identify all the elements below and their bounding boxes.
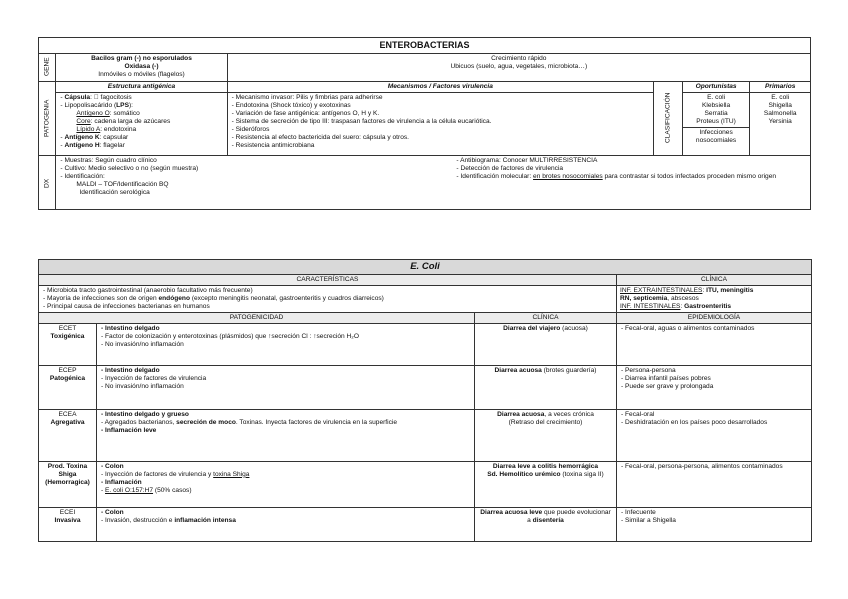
lipido-text: : endotoxina [100, 126, 137, 134]
shiga-epidemiologia [617, 461, 812, 507]
dx-right [452, 156, 810, 198]
caract-item: - Microbiota tracto gastrointestinal (anaerobio facultativo más frecuente) [42, 287, 613, 295]
antigeno-o-text: : somático [109, 110, 140, 118]
caract-item-endogeno [42, 295, 613, 303]
primarios-header: Primarios [750, 81, 811, 92]
ecep-type: Patogénica [49, 374, 86, 382]
core-text: : cadena larga de azúcares [90, 118, 171, 126]
caract-2-post: (excepto meningitis neonatal, gastroenteritis y cuadros diarreicos) [189, 294, 384, 302]
ecoli-title: E. Coli [39, 260, 812, 275]
oport-nosocomiales: Infecciones nosocomiales [683, 127, 750, 146]
ecei-epi-item: - Similar a Shigella [620, 517, 808, 525]
dx-item: - Detección de factores de virulencia [455, 165, 807, 173]
ecei-name [39, 507, 97, 541]
clin-rn-bold: RN, septicemia [620, 294, 668, 302]
lps-pre: Lipopolisacárido ( [64, 102, 117, 110]
ecea-epidemiologia [617, 409, 812, 461]
ecei-p2-pre: Invasión, destrucción e [105, 516, 175, 524]
mecanismos-header: Mecanismos / Factores virulencia [227, 81, 653, 92]
clin-intest-link: INF. INTESTINALES [620, 302, 681, 310]
oport-item: Klebsiella [701, 102, 731, 110]
clinica-header: CLÍNICA [475, 312, 617, 323]
ecea-clin-line2: (Retraso del crecimiento) [508, 418, 583, 426]
clin-extra-bold: ITU, meningitis [706, 286, 754, 294]
shiga-clin-bold: Diarrea leve a colitis hemorrágica [492, 462, 599, 470]
prim-item: E. coli [771, 94, 790, 101]
gene-right [227, 53, 810, 81]
ecet-code: ECET [58, 324, 77, 332]
gene-left [56, 53, 227, 81]
antigeno-o-label: Antígeno O [76, 110, 110, 118]
ecep-code: ECEP [58, 366, 77, 374]
shiga-name3: (Hemorragica) [45, 478, 90, 486]
gene-motilidad: Inmóviles o móviles (flagelos) [98, 71, 185, 79]
clin-intest-sep: : [680, 302, 685, 310]
ecea-p2-pre: Agregados bacterianos, [104, 418, 177, 426]
ecea-patogenicidad [97, 409, 475, 461]
mech-item: - Endotoxina (Shock tóxico) y exotoxinas [231, 102, 650, 110]
ecep-epi-item: - Puede ser grave y prolongada [620, 383, 808, 391]
ecet-clinica [475, 323, 617, 365]
clasificacion-label: CLASIFICACIÓN [654, 81, 683, 155]
ecei-epidemiologia [617, 507, 812, 541]
ecep-name [39, 365, 97, 409]
dx-item-molecular [455, 173, 807, 181]
ecet-epidemiologia [617, 323, 812, 365]
primarios-cell [750, 93, 811, 156]
lipido-label: Lípido A [76, 126, 101, 134]
antigeno-h-label: Antígeno H [64, 142, 100, 150]
ecea-p3: - Inflamación leve [100, 427, 471, 435]
capsula-text: : ⃠ fagocitosis [90, 94, 132, 101]
antigeno-k-text: : capsular [99, 134, 129, 142]
shiga-epi-item: - Fecal-oral, persona-persona, alimentos contaminados [620, 463, 808, 471]
ecep-p1: - Intestino delgado [100, 367, 471, 375]
caract-item: - Principal causa de infecciones bacterianas en humanos [42, 303, 613, 311]
ecea-p2-bold: secreción de moco [176, 418, 236, 426]
shiga-p2-link: toxina Shiga [213, 470, 250, 478]
shiga-name2: Shiga [58, 470, 77, 478]
ecep-clin-rest: (brotes guardería) [541, 366, 597, 374]
core-label: Core [76, 118, 91, 126]
dx-item: - Cultivo: Medio selectivo o no (según muestra) [59, 165, 449, 173]
dx-label: DX [39, 156, 56, 210]
mech-item: - Variación de fase antigénica: antígenos O, H y K. [231, 110, 650, 118]
shiga-p3: - Inflamación [100, 479, 471, 487]
ecet-clin-rest: (acuosa) [560, 324, 588, 332]
oport-item: Serratia [704, 110, 728, 118]
estructura-header: Estructura antigénica [56, 81, 227, 92]
ecei-clinica [475, 507, 617, 541]
ecet-epi-item: - Fecal-oral, aguas o alimentos contaminados [620, 325, 808, 333]
dx-content [56, 156, 810, 198]
ecei-p2-bold: inflamación intensa [174, 516, 236, 524]
shiga-p4 [100, 487, 471, 495]
clinica-top-cell [617, 285, 812, 312]
ecei-code: ECEI [59, 508, 76, 516]
gene-crecimiento: Crecimiento rápido [491, 54, 547, 62]
lps-post: ): [128, 102, 133, 110]
shiga-p4-link: E. coli O:157:H7 [105, 486, 154, 494]
ecea-p1: - Intestino delgado y grueso [100, 411, 471, 419]
estructura-cell [56, 93, 227, 156]
dx-item: - Identificación: [59, 173, 449, 181]
ecei-patogenicidad [97, 507, 475, 541]
ecep-p2: - Inyección de factores de virulencia [100, 375, 471, 383]
clin-extra-sep: : [702, 286, 707, 294]
mech-item: - Mecanismo invasor: Pilis y fimbrias para adherirse [231, 94, 650, 102]
oport-item: E. coli [707, 94, 726, 101]
mech-item: - Resistencia al efecto bactericida del suero: cápsula y otros. [231, 134, 650, 142]
table-row [39, 365, 812, 409]
shiga-clin-line2-bold: Sd. Hemolítico urémico [487, 470, 561, 478]
dx-sub: MALDI – TOF/Identificación BQ [76, 181, 169, 189]
dx-sub: Identificación serológica [79, 189, 150, 197]
oportunistas-header: Oportunistas [682, 81, 750, 92]
ecea-epi-item: - Deshidratación en los países poco desarrollados [620, 419, 808, 427]
ecea-name [39, 409, 97, 461]
shiga-clin-line2-rest: (toxina siga II) [560, 470, 604, 478]
ecei-clin-bold: Diarrea acuosa leve [480, 508, 543, 516]
antigeno-h-text: : flagelar [99, 142, 125, 150]
table-row [39, 507, 812, 541]
shiga-name [39, 461, 97, 507]
table-row [39, 409, 812, 461]
patogenicidad-header: PATOGENICIDAD [39, 312, 475, 323]
ecei-p1: - Colon [100, 509, 471, 517]
dx-cell [56, 156, 811, 210]
shiga-p2 [100, 471, 471, 479]
gene-bacilos: Bacilos gram (-) no esporulados [91, 54, 192, 62]
ecep-p3: - No invasión/no inflamación [100, 383, 471, 391]
prim-item: Yersinia [768, 118, 792, 126]
oport-list [683, 93, 750, 127]
prim-item: Salmonella [763, 110, 797, 118]
antigeno-k-label: Antígeno K [64, 134, 100, 142]
ecet-type: Toxigénica [50, 332, 85, 340]
ecei-type: Invasiva [54, 516, 81, 524]
gene-ubicuos: Ubicuos (suelo, agua, vegetales, microbiota…) [450, 63, 588, 70]
shiga-p1: - Colon [100, 463, 471, 471]
ecet-p1: - Intestino delgado [100, 325, 471, 333]
shiga-clinica [475, 461, 617, 507]
ecei-epi-item: - Infecuente [620, 509, 808, 517]
ecei-p2 [100, 517, 471, 525]
mech-item: - Resistencia antimicrobiana [231, 142, 650, 150]
ecea-clin-rest: , a veces crónica [544, 410, 594, 418]
capsula-label: Cápsula [64, 94, 91, 101]
caracteristicas-header: CARACTERÍSTICAS [39, 274, 617, 285]
caract-2-bold: endógeno [158, 294, 190, 302]
ecep-epidemiologia [617, 365, 812, 409]
mech-item: - Sistema de secreción de tipo III: traspasan factores de virulencia a la célula eucariótica. [231, 118, 650, 126]
ecep-patogenicidad [97, 365, 475, 409]
caracteristicas-cell [39, 285, 617, 312]
mecanismos-cell [227, 93, 653, 156]
mech-item: - Sideróforos [231, 126, 650, 134]
shiga-name1: Prod. Toxina [47, 462, 88, 470]
dx-left [56, 156, 452, 198]
ecet-clin-bold: Diarrea del viajero [503, 324, 561, 332]
shiga-p4-rest: (50% casos) [153, 486, 192, 494]
ecep-epi-item: - Diarrea infantil países pobres [620, 375, 808, 383]
shiga-patogenicidad [97, 461, 475, 507]
clin-intest-bold: Gastroenteritis [684, 302, 732, 310]
ecei-clin-bold2: disentería [532, 516, 564, 524]
gene-oxidasa: Oxidasa (-) [124, 63, 159, 70]
enterobacterias-title: ENTEROBACTERIAS [39, 38, 811, 54]
ecea-code: ECEA [58, 410, 77, 418]
clinica-top-header: CLÍNICA [617, 274, 812, 285]
dx-molecular-link: en brotes nosocomiales [533, 173, 603, 181]
patogenia-label: PATOGENIA [39, 81, 56, 155]
clin-extra-link: INF. EXTRAINTESTINALES [620, 286, 703, 294]
ecea-p2-post: . Toxinas. Inyecta factores de virulencia en la superficie [235, 418, 398, 426]
prim-item: Shigella [768, 102, 792, 110]
ecea-clin-bold: Diarrea acuosa [497, 410, 545, 418]
ecei-clin-rest: que puede evolucionar a [527, 508, 611, 524]
oportunistas-cell [682, 93, 750, 156]
dx-item: - Muestras: Según cuadro clínico [59, 157, 449, 165]
ecet-p2: - Factor de colonización y enterotoxinas (plásmidos) que ↑secreción Cl : ↑secreción H₂O [100, 333, 471, 341]
epidemiologia-header: EPIDEMIOLOGÍA [617, 312, 812, 323]
ecep-clin-bold: Diarrea acuosa [494, 366, 542, 374]
ecea-p2 [100, 419, 471, 427]
ecea-epi-item: - Fecal-oral [620, 411, 808, 419]
ecet-name [39, 323, 97, 365]
ecep-clinica [475, 365, 617, 409]
dx-molecular-pre: Identificación molecular: [460, 173, 534, 181]
dx-item: - Antibiograma: Conocer MULTIRRESISTENCIA [455, 157, 807, 165]
enterobacterias-table [38, 37, 811, 210]
gene-label: GENE [39, 53, 56, 81]
clin-rn-rest: , abscesos [667, 294, 699, 302]
ecoli-table [38, 259, 812, 542]
ecea-type: Agregativa [50, 418, 85, 426]
caract-2-pre: Mayoría de infecciones son de origen [47, 294, 159, 302]
oport-item: Proteus (ITU) [696, 118, 736, 126]
table-row [39, 461, 812, 507]
ecet-p3: - No invasión/no inflamación [100, 341, 471, 349]
shiga-p2-pre: Inyección de factores de virulencia y [105, 470, 214, 478]
table-row [39, 323, 812, 365]
lps-label: LPS [116, 102, 129, 110]
dx-molecular-post: para contrastar si todos infectados proceden mismo origen [602, 173, 777, 181]
ecea-clinica [475, 409, 617, 461]
ecet-patogenicidad [97, 323, 475, 365]
ecep-epi-item: - Persona-persona [620, 367, 808, 375]
